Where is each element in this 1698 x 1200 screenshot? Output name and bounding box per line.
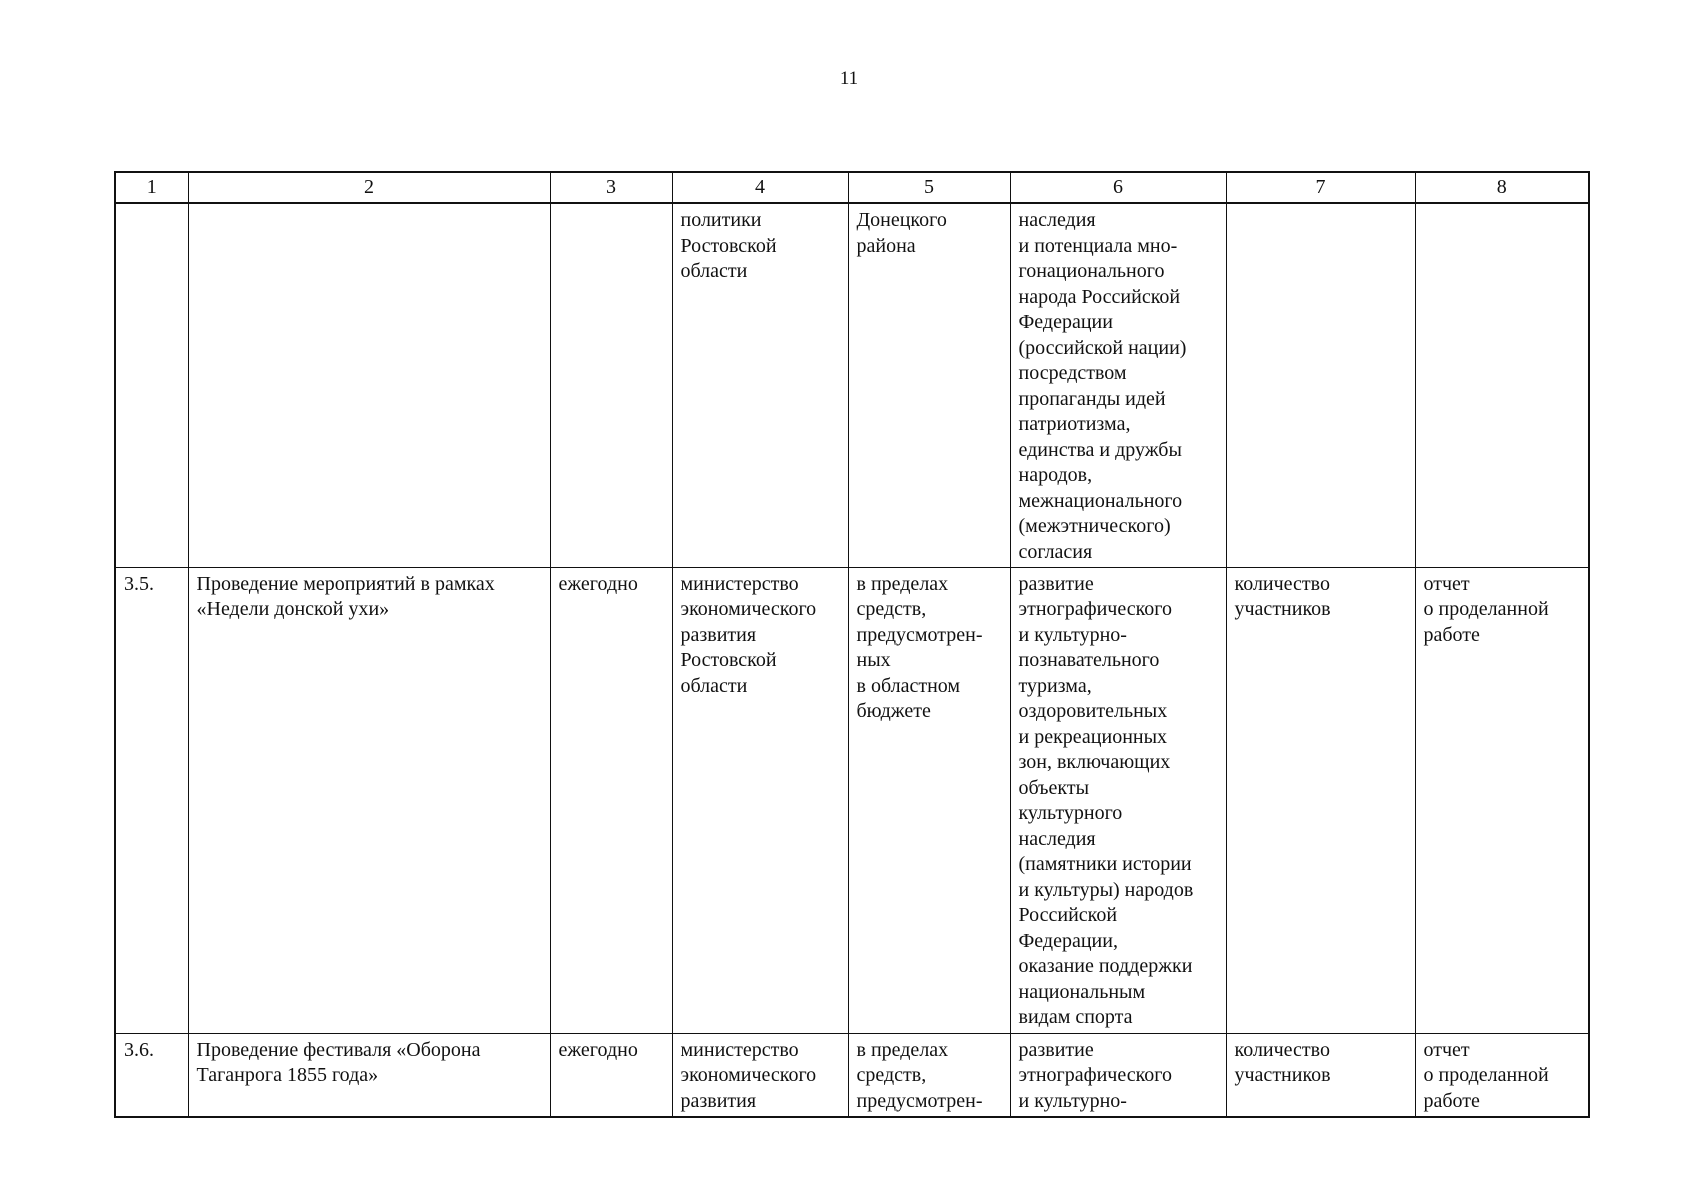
report-cell: отчет о проделанной работе (1415, 567, 1589, 1033)
plan-table (114, 171, 1590, 1118)
result-cell: развитие этнографического и культурно- познавательного туризма, оздоровительных и рекреационных зон, включающих объекты культурного наследия (памятники истории и культуры) народов Российской Федерации, оказание поддержки национальным видам спорта (1010, 567, 1226, 1033)
indicator-cell: количество участников (1226, 1033, 1415, 1117)
column-header-3: 3 (550, 172, 672, 203)
column-number-row (115, 172, 1589, 203)
event-cell (188, 203, 550, 567)
funding-cell: в пределах средств, предусмотрен- (848, 1033, 1010, 1117)
funding-cell: Донецкого района (848, 203, 1010, 567)
item-number-cell: 3.6. (115, 1033, 188, 1117)
event-cell: Проведение мероприятий в рамках «Недели донской ухи» (188, 567, 550, 1033)
column-header-8: 8 (1415, 172, 1589, 203)
column-header-4: 4 (672, 172, 848, 203)
column-header-5: 5 (848, 172, 1010, 203)
table-row-3-5 (115, 567, 1589, 1033)
indicator-cell (1226, 203, 1415, 567)
executor-cell: политики Ростовской области (672, 203, 848, 567)
event-cell: Проведение фестиваля «Оборона Таганрога 1855 года» (188, 1033, 550, 1117)
result-cell: развитие этнографического и культурно- (1010, 1033, 1226, 1117)
indicator-cell: количество участников (1226, 567, 1415, 1033)
item-number-cell: 3.5. (115, 567, 188, 1033)
report-cell: отчет о проделанной работе (1415, 1033, 1589, 1117)
period-cell: ежегодно (550, 567, 672, 1033)
executor-cell: министерство экономического развития Ростовской области (672, 567, 848, 1033)
table-row-3-6 (115, 1033, 1589, 1117)
column-header-7: 7 (1226, 172, 1415, 203)
funding-cell: в пределах средств, предусмотрен- ных в областном бюджете (848, 567, 1010, 1033)
column-header-2: 2 (188, 172, 550, 203)
column-header-1: 1 (115, 172, 188, 203)
page-number: 11 (839, 68, 859, 89)
column-header-6: 6 (1010, 172, 1226, 203)
executor-cell: министерство экономического развития (672, 1033, 848, 1117)
table-row-continued (115, 203, 1589, 567)
period-cell (550, 203, 672, 567)
report-cell (1415, 203, 1589, 567)
result-cell: наследия и потенциала мно- гонационального народа Российской Федерации (российской нации) посредством пропаганды идей патриотизма, единства и дружбы народов, межнационального (межэтнического) согласия (1010, 203, 1226, 567)
item-number-cell (115, 203, 188, 567)
period-cell: ежегодно (550, 1033, 672, 1117)
